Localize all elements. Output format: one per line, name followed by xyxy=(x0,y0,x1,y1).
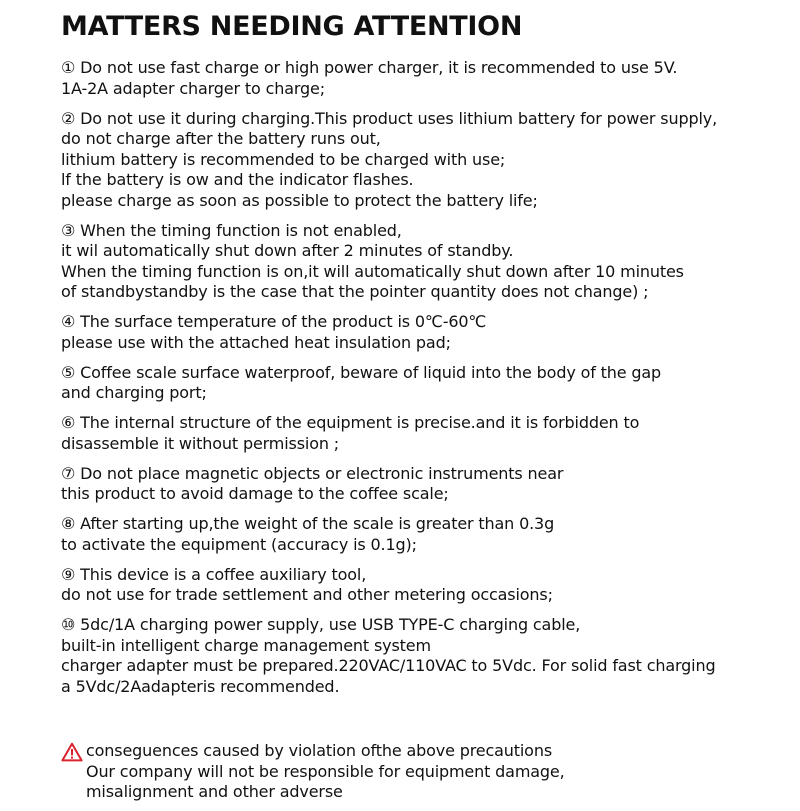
precaution-line: ⑥ The internal structure of the equipment is precise.and it is forbidden to xyxy=(61,413,640,432)
precaution-line: ① Do not use fast charge or high power charger, it is recommended to use 5V. xyxy=(61,58,678,77)
precaution-line: ⑩ 5dc/1A charging power supply, use USB TYPE-C charging cable, xyxy=(61,615,581,634)
precautions-list xyxy=(61,58,796,707)
warning-line: misalignment and other adverse xyxy=(86,782,343,801)
precaution-line: ⑤ Coffee scale surface waterproof, beware of liquid into the body of the gap xyxy=(61,362,662,382)
precaution-line: ⑨ This device is a coffee auxiliary tool, xyxy=(61,564,367,584)
warning-triangle-icon xyxy=(61,742,83,762)
precaution-item-10 xyxy=(61,615,796,697)
precaution-line: please use with the attached heat insulation pad; xyxy=(61,332,451,352)
warning-line: conseguences caused by violation ofthe above precautions xyxy=(86,741,552,760)
precaution-line: it wil automatically shut down after 2 minutes of standby. xyxy=(61,241,514,260)
precaution-line: do not charge after the battery runs out, xyxy=(61,129,381,148)
precaution-line: built-in intelligent charge management system xyxy=(61,635,431,655)
precaution-item-2 xyxy=(61,109,796,212)
precaution-line: lithium battery is recommended to be charged with use; xyxy=(61,149,506,169)
page-title: MATTERS NEEDING ATTENTION xyxy=(61,11,523,42)
precaution-item-3 xyxy=(61,221,796,303)
precaution-item-6 xyxy=(61,413,796,454)
precaution-line: ④ The surface temperature of the product is 0℃-60℃ xyxy=(61,312,487,331)
precaution-line: this product to avoid damage to the coffee scale; xyxy=(61,484,449,503)
precaution-line: a 5Vdc/2Aadapteris recommended. xyxy=(61,676,340,696)
precaution-line: ② Do not use it during charging.This product uses lithium battery for power supply, xyxy=(61,108,718,128)
warning-line: Our company will not be responsible for equipment damage, xyxy=(86,761,565,781)
precaution-item-8 xyxy=(61,514,796,555)
precaution-line: 1A-2A adapter charger to charge; xyxy=(61,78,325,98)
warning-notice xyxy=(61,741,796,803)
precaution-line: ⑦ Do not place magnetic objects or electronic instruments near xyxy=(61,463,564,483)
precaution-line: please charge as soon as possible to protect the battery life; xyxy=(61,190,538,210)
precaution-item-1 xyxy=(61,58,796,99)
precaution-item-9 xyxy=(61,565,796,606)
precaution-line: charger adapter must be prepared.220VAC/110VAC to 5Vdc. For solid fast charging xyxy=(61,656,716,675)
precaution-line: ③ When the timing function is not enabled, xyxy=(61,220,402,240)
precaution-line: do not use for trade settlement and other metering occasions; xyxy=(61,585,553,604)
precaution-line: to activate the equipment (accuracy is 0.1g); xyxy=(61,534,417,554)
precaution-line: When the timing function is on,it will automatically shut down after 10 minutes xyxy=(61,261,684,281)
precaution-line: and charging port; xyxy=(61,383,207,402)
precaution-item-4 xyxy=(61,312,796,353)
precaution-item-5 xyxy=(61,363,796,404)
precaution-line: disassemble it without permission ; xyxy=(61,433,340,453)
precaution-item-7 xyxy=(61,464,796,505)
precaution-line: ⑧ After starting up,the weight of the scale is greater than 0.3g xyxy=(61,514,555,533)
precaution-line: of standbystandby is the case that the pointer quantity does not change) ; xyxy=(61,282,649,301)
precaution-line: lf the battery is ow and the indicator flashes. xyxy=(61,170,414,189)
